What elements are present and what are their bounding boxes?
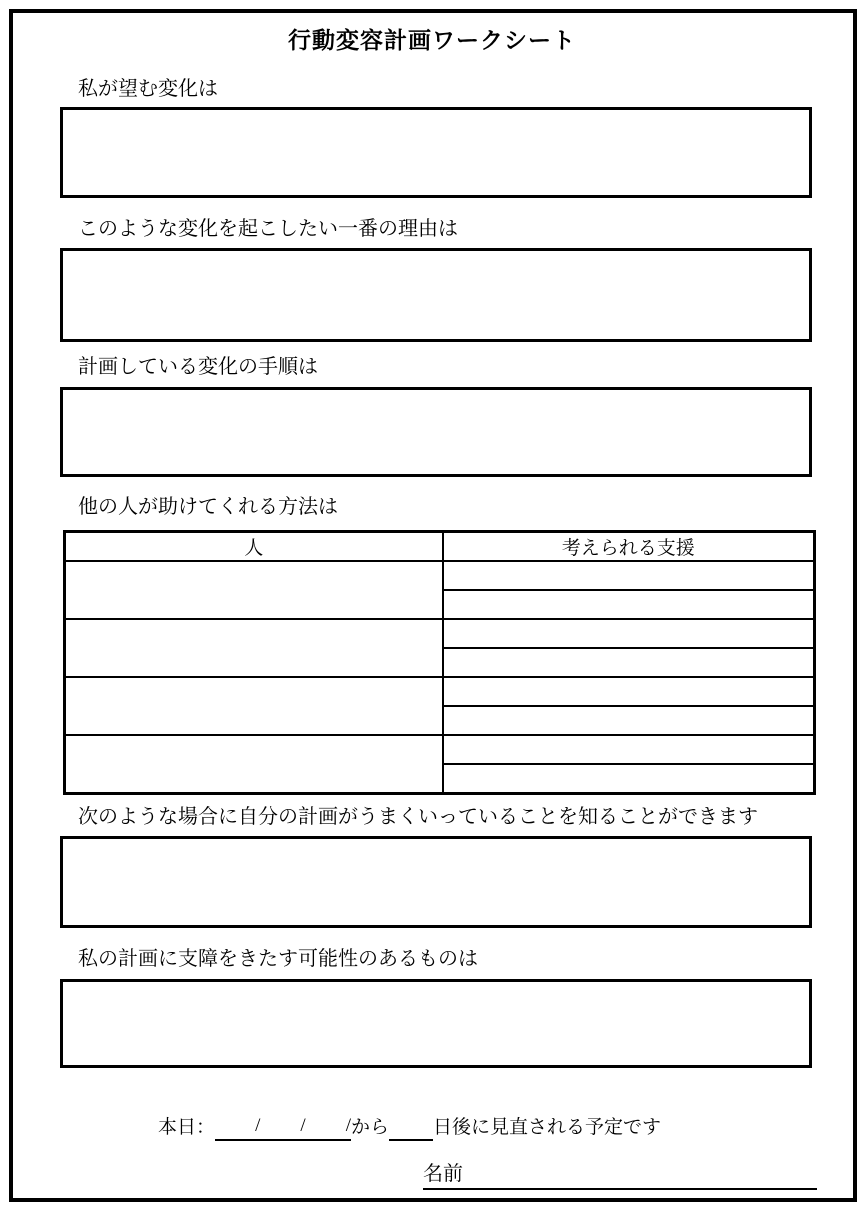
field-label-steps: 計画している変化の手順は <box>78 356 318 378</box>
name-label: 名前 <box>423 1163 463 1185</box>
input-box-success[interactable] <box>60 836 812 928</box>
person-cell[interactable] <box>65 735 443 793</box>
field-label-obstacles: 私の計画に支障をきたす可能性のあるものは <box>78 948 478 970</box>
input-box-obstacles[interactable] <box>60 979 812 1068</box>
input-box-desired-change[interactable] <box>60 107 812 198</box>
column-header-person: 人 <box>65 532 443 562</box>
kara-label: から <box>351 1117 390 1138</box>
person-cell[interactable] <box>65 677 443 735</box>
help-table-row <box>65 561 815 590</box>
person-cell[interactable] <box>65 619 443 677</box>
column-header-support: 考えられる支援 <box>443 532 815 562</box>
support-cell[interactable] <box>443 764 815 793</box>
support-cell[interactable] <box>443 619 815 648</box>
date-slash: / <box>255 1115 261 1136</box>
help-table-row <box>65 677 815 706</box>
date-slash: / <box>300 1115 306 1136</box>
help-table-body <box>65 561 815 793</box>
support-cell[interactable] <box>443 648 815 677</box>
today-label: 本日： <box>158 1117 216 1138</box>
input-box-steps[interactable] <box>60 387 812 477</box>
days-field[interactable] <box>389 1114 433 1141</box>
support-cell[interactable] <box>443 735 815 764</box>
help-table-row <box>65 619 815 648</box>
support-cell[interactable] <box>443 561 815 590</box>
page-title: 行動変容計画ワークシート <box>288 28 576 53</box>
help-table <box>63 530 816 795</box>
input-box-reason[interactable] <box>60 248 812 342</box>
field-label-reason: このような変化を起こしたい一番の理由は <box>78 218 458 240</box>
support-cell[interactable] <box>443 677 815 706</box>
person-cell[interactable] <box>65 561 443 619</box>
support-cell[interactable] <box>443 706 815 735</box>
support-cell[interactable] <box>443 590 815 619</box>
date-field[interactable] <box>215 1114 351 1141</box>
review-suffix: 日後に見直される予定です <box>433 1117 662 1138</box>
date-slash: / <box>345 1115 351 1136</box>
review-line <box>158 1114 661 1141</box>
field-label-help: 他の人が助けてくれる方法は <box>78 496 338 518</box>
help-table-row <box>65 735 815 764</box>
field-label-success: 次のような場合に自分の計画がうまくいっていることを知ることができます <box>78 806 758 828</box>
field-label-desired-change: 私が望む変化は <box>78 78 218 100</box>
help-table-header-row <box>65 532 815 562</box>
name-field[interactable] <box>423 1161 817 1190</box>
